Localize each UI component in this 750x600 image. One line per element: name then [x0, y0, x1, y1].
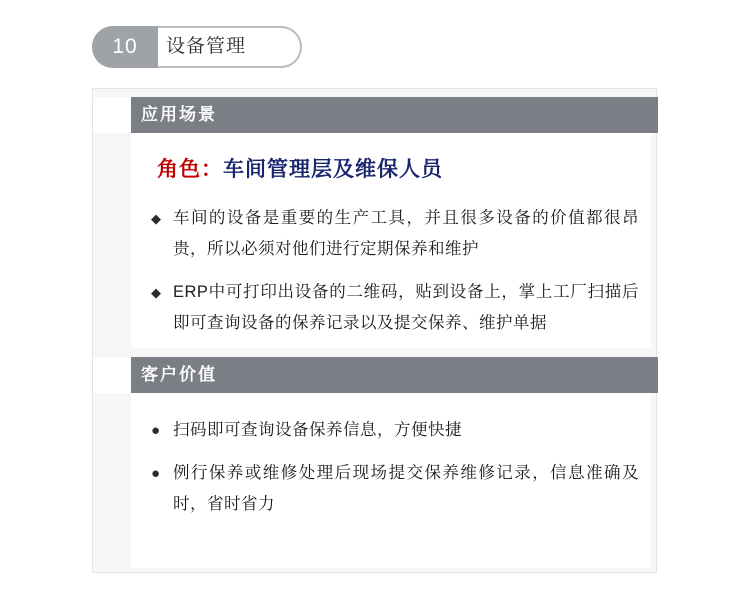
- content-card: [92, 88, 657, 573]
- section-header-notch: [93, 357, 131, 393]
- section-body-customer-value: [131, 393, 651, 568]
- list-item: [149, 458, 639, 520]
- section-header-notch: [93, 97, 131, 133]
- section-title-customer-value: 客户价值: [141, 365, 217, 384]
- list-item: [149, 415, 639, 446]
- role-line: [157, 153, 443, 183]
- role-separator: ：: [201, 158, 223, 181]
- page-title: 设备管理: [166, 36, 247, 57]
- role-value: 车间管理层及维保人员: [223, 158, 443, 181]
- section-title-application-scenario: 应用场景: [141, 105, 217, 124]
- section-body-application-scenario: [131, 133, 651, 348]
- customer-value-list: [149, 415, 639, 532]
- application-scenario-list: [149, 203, 639, 351]
- list-item: [149, 277, 639, 339]
- role-label: 角色: [157, 158, 201, 181]
- dot-bullet-icon: ●: [151, 422, 161, 439]
- dot-bullet-icon: ●: [151, 465, 161, 482]
- list-item-text: 扫码即可查询设备保养信息，方便快捷: [173, 421, 462, 439]
- list-item-text: 车间的设备是重要的生产工具，并且很多设备的价值都很昂贵，所以必须对他们进行定期保养和维护: [173, 209, 639, 258]
- page-header: [92, 26, 302, 68]
- diamond-bullet-icon: ◆: [151, 285, 162, 300]
- list-item: [149, 203, 639, 265]
- section-header-application-scenario: [93, 97, 658, 133]
- section-header-customer-value: [93, 357, 658, 393]
- list-item-text: ERP中可打印出设备的二维码，贴到设备上，掌上工厂扫描后即可查询设备的保养记录以及提交保养、维护单据: [173, 283, 639, 332]
- diamond-bullet-icon: ◆: [151, 211, 162, 226]
- list-item-text: 例行保养或维修处理后现场提交保养维修记录，信息准确及时，省时省力: [173, 464, 639, 513]
- page-number-badge: 10: [92, 26, 158, 68]
